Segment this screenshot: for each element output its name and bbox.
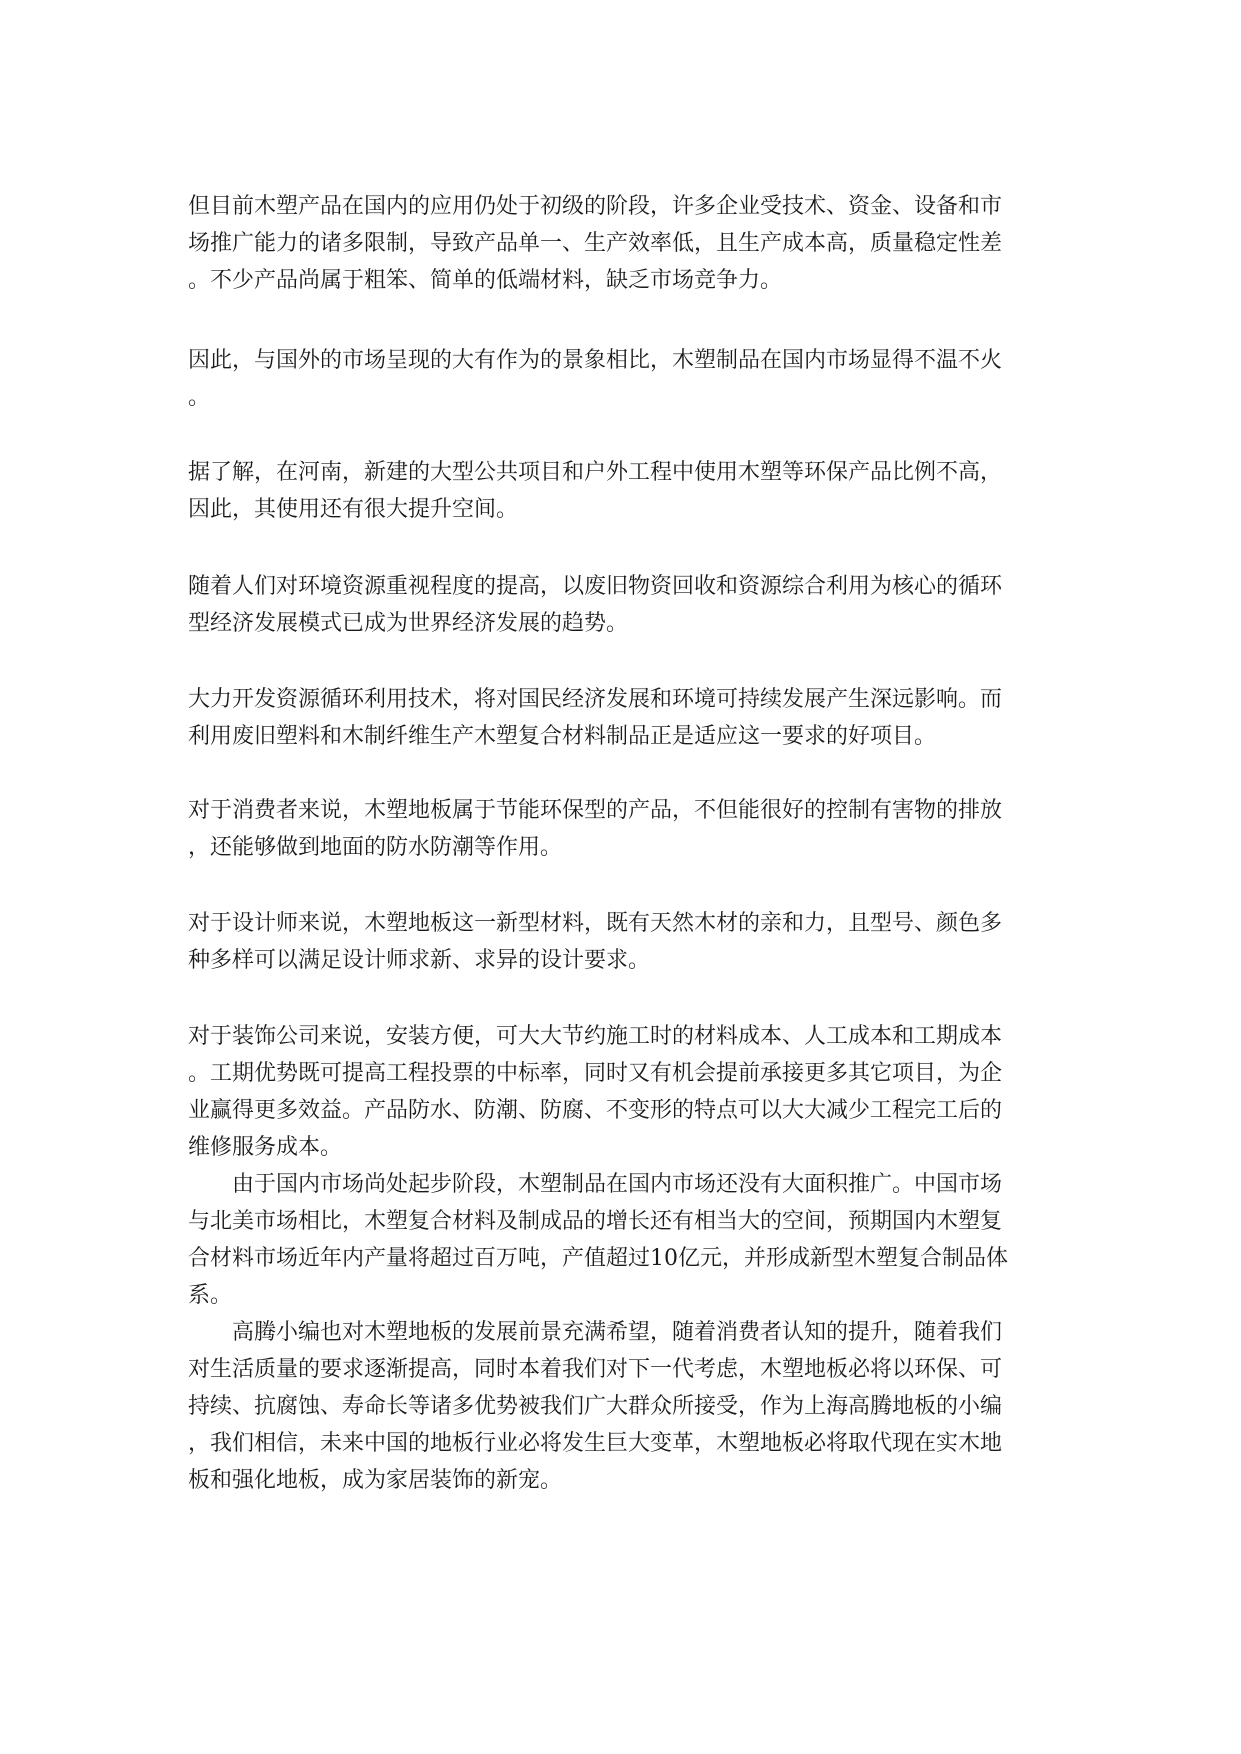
paragraph-line: 业赢得更多效益。产品防水、防潮、防腐、不变形的特点可以大大减少工程完工后的 (188, 1098, 1003, 1123)
paragraph-line: 但目前木塑产品在国内的应用仍处于初级的阶段，许多企业受技术、资金、设备和市 (188, 194, 1003, 219)
paragraph-line: 高腾小编也对木塑地板的发展前景充满希望，随着消费者认知的提升，随着我们 (232, 1320, 1003, 1345)
paragraph-line: 。不少产品尚属于粗笨、简单的低端材料，缺乏市场竞争力。 (188, 268, 783, 293)
paragraph-3 (188, 454, 1058, 528)
paragraph-4 (188, 568, 1058, 642)
paragraph-line: 合材料市场近年内产量将超过百万吨，产值超过10亿元，并形成新型木塑复合制品体 (188, 1246, 1008, 1271)
paragraph-line: 利用废旧塑料和木制纤维生产木塑复合材料制品正是适应这一要求的好项目。 (188, 724, 937, 749)
paragraph-9 (188, 1166, 1058, 1314)
paragraph-line: 持续、抗腐蚀、寿命长等诸多优势被我们广大群众所接受，作为上海高腾地板的小编 (188, 1394, 1003, 1419)
paragraph-8 (188, 1018, 1058, 1166)
paragraph-1 (188, 188, 1058, 299)
paragraph-10 (188, 1314, 1058, 1499)
paragraph-line: 对于装饰公司来说，安装方便，可大大节约施工时的材料成本、人工成本和工期成本 (188, 1024, 1003, 1049)
paragraph-2 (188, 342, 1058, 416)
paragraph-line: ，我们相信，未来中国的地板行业必将发生巨大变革，木塑地板必将取代现在实木地 (188, 1431, 1003, 1456)
paragraph-line: 对生活质量的要求逐渐提高，同时本着我们对下一代考虑，木塑地板必将以环保、可 (188, 1357, 1003, 1382)
paragraph-6 (188, 792, 1058, 866)
paragraph-line: 维修服务成本。 (188, 1135, 343, 1160)
paragraph-line: 大力开发资源循环利用技术，将对国民经济发展和环境可持续发展产生深远影响。而 (188, 687, 1003, 712)
paragraph-line: 因此，其使用还有很大提升空间。 (188, 497, 519, 522)
paragraph-line: 与北美市场相比，木塑复合材料及制成品的增长还有相当大的空间，预期国内木塑复 (188, 1209, 1003, 1234)
paragraph-line: 型经济发展模式已成为世界经济发展的趋势。 (188, 611, 629, 636)
paragraph-line: 。 (188, 385, 211, 410)
paragraph-line: 因此，与国外的市场呈现的大有作为的景象相比，木塑制品在国内市场显得不温不火 (188, 348, 1003, 373)
paragraph-5 (188, 681, 1058, 755)
paragraph-line: 由于国内市场尚处起步阶段，木塑制品在国内市场还没有大面积推广。中国市场 (232, 1172, 1003, 1197)
paragraph-line: 种多样可以满足设计师求新、求异的设计要求。 (188, 948, 651, 973)
paragraph-line: 对于设计师来说，木塑地板这一新型材料，既有天然木材的亲和力，且型号、颜色多 (188, 911, 1003, 936)
paragraph-7 (188, 905, 1058, 979)
paragraph-line: 对于消费者来说，木塑地板属于节能环保型的产品，不但能很好的控制有害物的排放 (188, 798, 1003, 823)
paragraph-line: 随着人们对环境资源重视程度的提高，以废旧物资回收和资源综合利用为核心的循环 (188, 574, 1003, 599)
paragraph-line: 板和强化地板，成为家居装饰的新宠。 (188, 1468, 563, 1493)
paragraph-line: ，还能够做到地面的防水防潮等作用。 (188, 835, 563, 860)
paragraph-line: 据了解，在河南，新建的大型公共项目和户外工程中使用木塑等环保产品比例不高， (188, 460, 1003, 485)
paragraph-line: 系。 (188, 1283, 233, 1308)
paragraph-line: 。工期优势既可提高工程投票的中标率，同时又有机会提前承接更多其它项目，为企 (188, 1061, 1003, 1086)
paragraph-line: 场推广能力的诸多限制，导致产品单一、生产效率低，且生产成本高，质量稳定性差 (188, 231, 1003, 256)
